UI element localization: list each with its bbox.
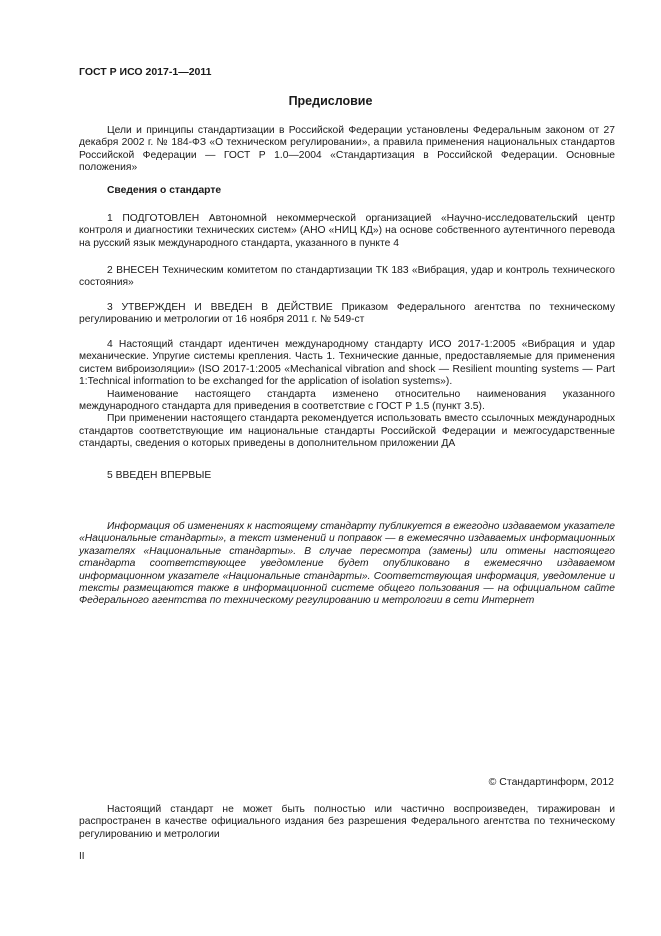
intro-paragraph	[79, 125, 615, 175]
item-4-text: 4 Настоящий стандарт идентичен международному стандарту ИСО 2017-1:2005 «Вибрация и удар механические. Упругие системы крепления. Часть 1. Технические данные, предоставляемые для применения систем виброизоляции» (ISO 2017-1:2005 «Mechanical vibration and shock — Resilient mounting systems — Part 1:Technical information to be exchanged for the application of isolation systems»).	[79, 339, 615, 388]
item-1	[79, 213, 615, 250]
rights-notice	[79, 804, 615, 841]
item-5-text: 5 ВВЕДЕН ВПЕРВЫЕ	[107, 470, 212, 481]
item-1-text: 1 ПОДГОТОВЛЕН Автономной некоммерческой организацией «Научно-исследовательский центр контроля и диагностики технических систем» (АНО «НИЦ КД») на основе собственного аутентичного перевода на русский язык международного стандарта, указанного в пункте 4	[79, 213, 615, 249]
item-2	[79, 265, 615, 290]
item-2-text: 2 ВНЕСЕН Техническим комитетом по стандартизации ТК 183 «Вибрация, удар и контроль технического состояния»	[79, 265, 615, 289]
rights-notice-text: Настоящий стандарт не может быть полностью или частично воспроизведен, тиражирован и распространен в качестве официального издания без разрешения Федерального агентства по техническому регулированию и метрологии	[79, 804, 615, 840]
item-4	[79, 339, 615, 451]
item-4-rename-note: Наименование настоящего стандарта изменено относительно наименования указанного международного стандарта для приведения в соответствие с ГОСТ Р 1.5 (пункт 3.5).	[79, 388, 615, 413]
page-title: Предисловие	[288, 94, 373, 108]
section-heading-block	[79, 185, 615, 197]
item-3	[79, 302, 615, 327]
standard-code-header: ГОСТ Р ИСО 2017-1—2011	[79, 66, 212, 78]
intro-text: Цели и принципы стандартизации в Российской Федерации установлены Федеральным законом от 27 декабря 2002 г. № 184-ФЗ «О техническом регулировании», а правила применения национальных стандартов Российской Федерации — ГОСТ Р 1.0—2004 «Стандартизация в Российской Федерации. Основные положения»	[79, 125, 615, 174]
item-5	[79, 470, 615, 482]
info-notice-text: Информация об изменениях к настоящему стандарту публикуется в ежегодно издаваемом указателе «Национальные стандарты», а текст изменений и поправок — в ежемесячно издаваемых информационных указателях «Национальные стандарты». В случае пересмотра (замены) или отмены настоящего стандарта соответствующее уведомление будет опубликовано в ежемесячно издаваемом информационном указателе «Национальные стандарты». Соответствующая информация, уведомление и тексты размещаются также в информационной системе общего пользования — на официальном сайте Федерального агентства по техническому регулированию и метрологии в сети Интернет	[79, 521, 615, 607]
item-4-references-note: При применении настоящего стандарта рекомендуется использовать вместо ссылочных международных стандартов соответствующие им национальные стандарты Российской Федерации и межгосударственные стандарты, сведения о которых приведены в дополнительном приложении ДА	[79, 413, 615, 450]
info-notice	[79, 521, 615, 608]
item-3-text: 3 УТВЕРЖДЕН И ВВЕДЕН В ДЕЙСТВИЕ Приказом Федерального агентства по техническому регулированию и метрологии от 16 ноября 2011 г. № 549-ст	[79, 302, 615, 326]
page-number: II	[79, 851, 85, 862]
copyright: © Стандартинформ, 2012	[488, 776, 614, 788]
section-heading: Сведения о стандарте	[107, 185, 222, 196]
